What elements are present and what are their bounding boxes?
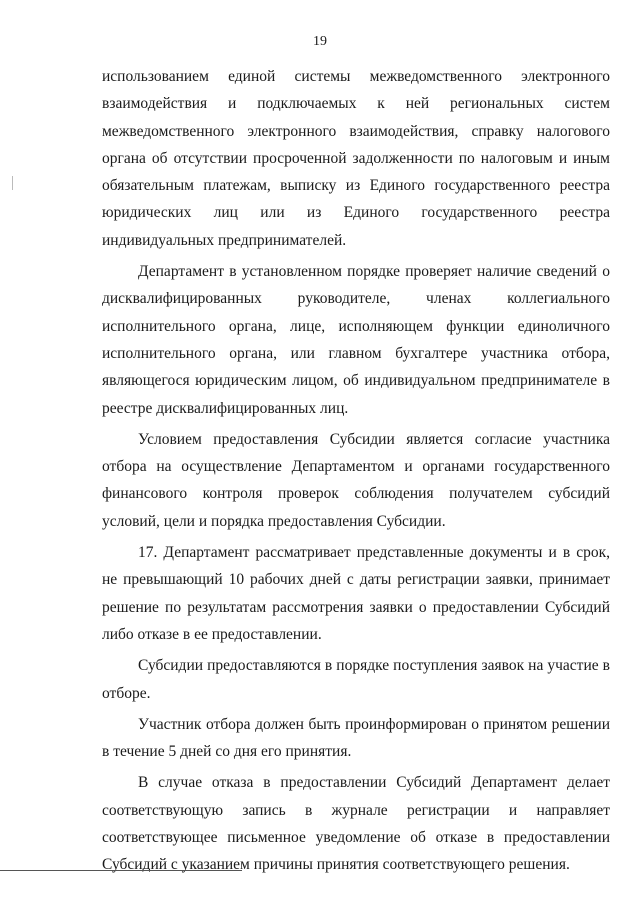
page-number: 19 (313, 34, 327, 49)
paragraph-disqualification-check: Департамент в установленном порядке проверяет наличие сведений о дисквалифицированных руководителе, членах коллегиального исполнительного органа, лице, исполняющем функции единоличного исполнительного органа, или главном бухгалтере участника отбора, являющегося юридическим лицом, об индивидуальном предпринимателе в реестре дисквалифицированных лиц. (102, 263, 610, 417)
paragraph-continuation: использованием единой системы межведомственного электронного взаимодействия и подключаемых к ней региональных систем межведомственного электронного взаимодействия, справку налогового органа об отсутствии просроченной задолженности по налоговым и иным обязательным платежам, выписку из Единого государственного реестра юридических лиц или из Единого государственного реестра индивидуальных предпринимателей. (102, 68, 610, 249)
margin-mark (12, 176, 13, 190)
paragraph-subsidy-condition: Условием предоставления Субсидии является согласие участника отбора на осуществление Департаментом и органами государственного финансового контроля проверок соблюдения получателем субсидий условий, цели и порядка предоставления Субсидии. (102, 430, 610, 530)
document-body (102, 63, 610, 879)
paragraph-17-review: 17. Департамент рассматривает представленные документы и в срок, не превышающий 10 рабочих дней с даты регистрации заявки, принимает решение по результатам рассмотрения заявки о предоставлении Субсидий либо отказе в ее предоставлении. (102, 544, 610, 643)
paragraph-refusal: В случае отказа в предоставлении Субсидий Департамент делает соответствующую запись в журнале регистрации и направляет соответствующее письменное уведомление об отказе в предоставлении Субсидий с указанием причины принятия соответствующего решения. (102, 774, 610, 874)
footnote-separator-line (0, 870, 242, 871)
paragraph-subsidy-order: Субсидии предоставляются в порядке поступления заявок на участие в отборе. (102, 657, 610, 702)
paragraph-notification: Участник отбора должен быть проинформирован о принятом решении в течение 5 дней со дня его принятия. (102, 715, 610, 761)
